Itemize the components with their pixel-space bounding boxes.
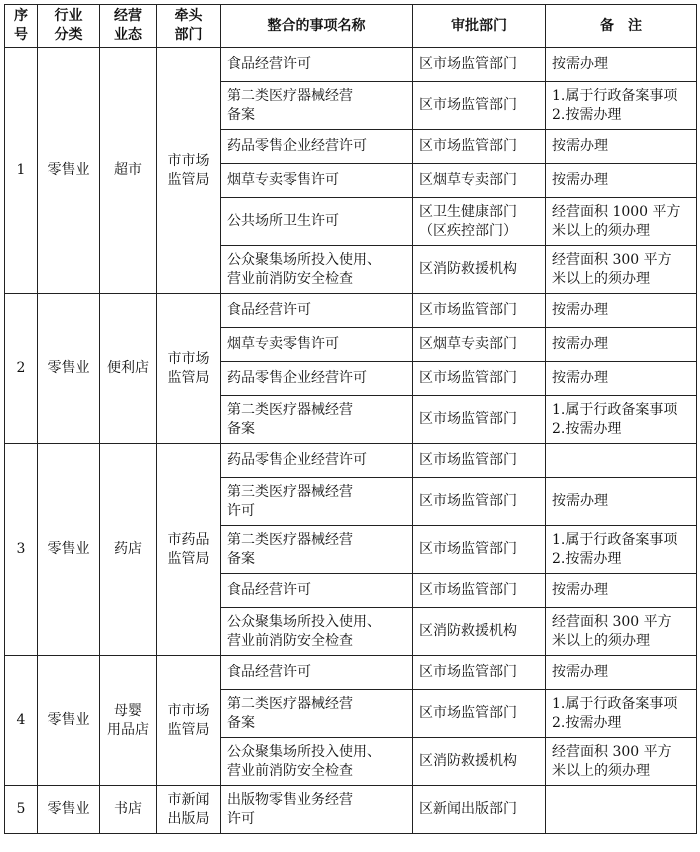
cell-approval-dept: 区市场监管部门	[413, 526, 546, 574]
business-matters-table	[4, 4, 697, 834]
cell-remark: 按需办理	[546, 328, 697, 362]
cell-approval-dept: 区卫生健康部门 （区疾控部门）	[413, 198, 546, 246]
cell-matter: 药品零售企业经营许可	[221, 444, 413, 478]
cell-format: 药店	[100, 444, 157, 656]
cell-remark: 按需办理	[546, 478, 697, 526]
cell-approval-dept: 区市场监管部门	[413, 82, 546, 130]
cell-matter: 食品经营许可	[221, 574, 413, 608]
cell-remark: 按需办理	[546, 130, 697, 164]
cell-remark: 1.属于行政备案事项 2.按需办理	[546, 396, 697, 444]
cell-industry: 零售业	[38, 786, 100, 834]
cell-matter: 第二类医疗器械经营 备案	[221, 82, 413, 130]
cell-remark: 1.属于行政备案事项 2.按需办理	[546, 82, 697, 130]
cell-approval-dept: 区新闻出版部门	[413, 786, 546, 834]
cell-remark: 经营面积 300 平方 米以上的须办理	[546, 608, 697, 656]
cell-matter: 公众聚集场所投入使用、 营业前消防安全检查	[221, 608, 413, 656]
cell-approval-dept: 区消防救援机构	[413, 738, 546, 786]
cell-approval-dept: 区消防救援机构	[413, 246, 546, 294]
cell-approval-dept: 区市场监管部门	[413, 444, 546, 478]
cell-approval-dept: 区市场监管部门	[413, 130, 546, 164]
cell-matter: 第二类医疗器械经营 备案	[221, 526, 413, 574]
cell-remark: 经营面积 1000 平方 米以上的须办理	[546, 198, 697, 246]
header-seq: 序 号	[5, 5, 38, 48]
cell-format: 超市	[100, 48, 157, 294]
cell-matter: 药品零售企业经营许可	[221, 130, 413, 164]
table-body	[5, 48, 697, 834]
cell-seq: 1	[5, 48, 38, 294]
cell-seq: 4	[5, 656, 38, 786]
table-row	[5, 656, 697, 690]
cell-lead-dept: 市药品 监管局	[157, 444, 221, 656]
cell-lead-dept: 市市场 监管局	[157, 656, 221, 786]
header-approval-dept: 审批部门	[413, 5, 546, 48]
cell-matter: 出版物零售业务经营 许可	[221, 786, 413, 834]
cell-lead-dept: 市市场 监管局	[157, 48, 221, 294]
cell-format: 便利店	[100, 294, 157, 444]
cell-matter: 公众聚集场所投入使用、 营业前消防安全检查	[221, 246, 413, 294]
cell-matter: 食品经营许可	[221, 48, 413, 82]
cell-remark: 按需办理	[546, 164, 697, 198]
cell-matter: 食品经营许可	[221, 656, 413, 690]
cell-approval-dept: 区市场监管部门	[413, 294, 546, 328]
cell-approval-dept: 区烟草专卖部门	[413, 328, 546, 362]
header-format: 经营 业态	[100, 5, 157, 48]
cell-remark: 经营面积 300 平方 米以上的须办理	[546, 738, 697, 786]
cell-approval-dept: 区市场监管部门	[413, 478, 546, 526]
table-row	[5, 444, 697, 478]
cell-approval-dept: 区市场监管部门	[413, 656, 546, 690]
cell-seq: 2	[5, 294, 38, 444]
cell-approval-dept: 区市场监管部门	[413, 362, 546, 396]
cell-remark: 按需办理	[546, 362, 697, 396]
cell-approval-dept: 区市场监管部门	[413, 48, 546, 82]
cell-matter: 第二类医疗器械经营 备案	[221, 690, 413, 738]
cell-matter: 公共场所卫生许可	[221, 198, 413, 246]
cell-approval-dept: 区市场监管部门	[413, 396, 546, 444]
table-row	[5, 48, 697, 82]
cell-lead-dept: 市新闻 出版局	[157, 786, 221, 834]
cell-approval-dept: 区市场监管部门	[413, 574, 546, 608]
header-industry: 行业 分类	[38, 5, 100, 48]
table-row	[5, 786, 697, 834]
header-matter: 整合的事项名称	[221, 5, 413, 48]
cell-remark	[546, 786, 697, 834]
cell-matter: 药品零售企业经营许可	[221, 362, 413, 396]
cell-remark: 1.属于行政备案事项 2.按需办理	[546, 690, 697, 738]
cell-format: 母婴 用品店	[100, 656, 157, 786]
cell-approval-dept: 区消防救援机构	[413, 608, 546, 656]
cell-industry: 零售业	[38, 48, 100, 294]
cell-approval-dept: 区市场监管部门	[413, 690, 546, 738]
cell-remark: 经营面积 300 平方 米以上的须办理	[546, 246, 697, 294]
header-row	[5, 5, 697, 48]
header-remark: 备 注	[546, 5, 697, 48]
cell-seq: 3	[5, 444, 38, 656]
cell-approval-dept: 区烟草专卖部门	[413, 164, 546, 198]
cell-remark	[546, 444, 697, 478]
cell-matter: 烟草专卖零售许可	[221, 328, 413, 362]
cell-lead-dept: 市市场 监管局	[157, 294, 221, 444]
cell-seq: 5	[5, 786, 38, 834]
header-lead-dept: 牵头 部门	[157, 5, 221, 48]
cell-industry: 零售业	[38, 656, 100, 786]
cell-remark: 按需办理	[546, 294, 697, 328]
cell-industry: 零售业	[38, 444, 100, 656]
cell-format: 书店	[100, 786, 157, 834]
cell-matter: 烟草专卖零售许可	[221, 164, 413, 198]
cell-remark: 按需办理	[546, 574, 697, 608]
cell-matter: 第三类医疗器械经营 许可	[221, 478, 413, 526]
cell-remark: 按需办理	[546, 656, 697, 690]
cell-remark: 按需办理	[546, 48, 697, 82]
cell-matter: 食品经营许可	[221, 294, 413, 328]
cell-industry: 零售业	[38, 294, 100, 444]
table-row	[5, 294, 697, 328]
cell-remark: 1.属于行政备案事项 2.按需办理	[546, 526, 697, 574]
cell-matter: 第二类医疗器械经营 备案	[221, 396, 413, 444]
cell-matter: 公众聚集场所投入使用、 营业前消防安全检查	[221, 738, 413, 786]
